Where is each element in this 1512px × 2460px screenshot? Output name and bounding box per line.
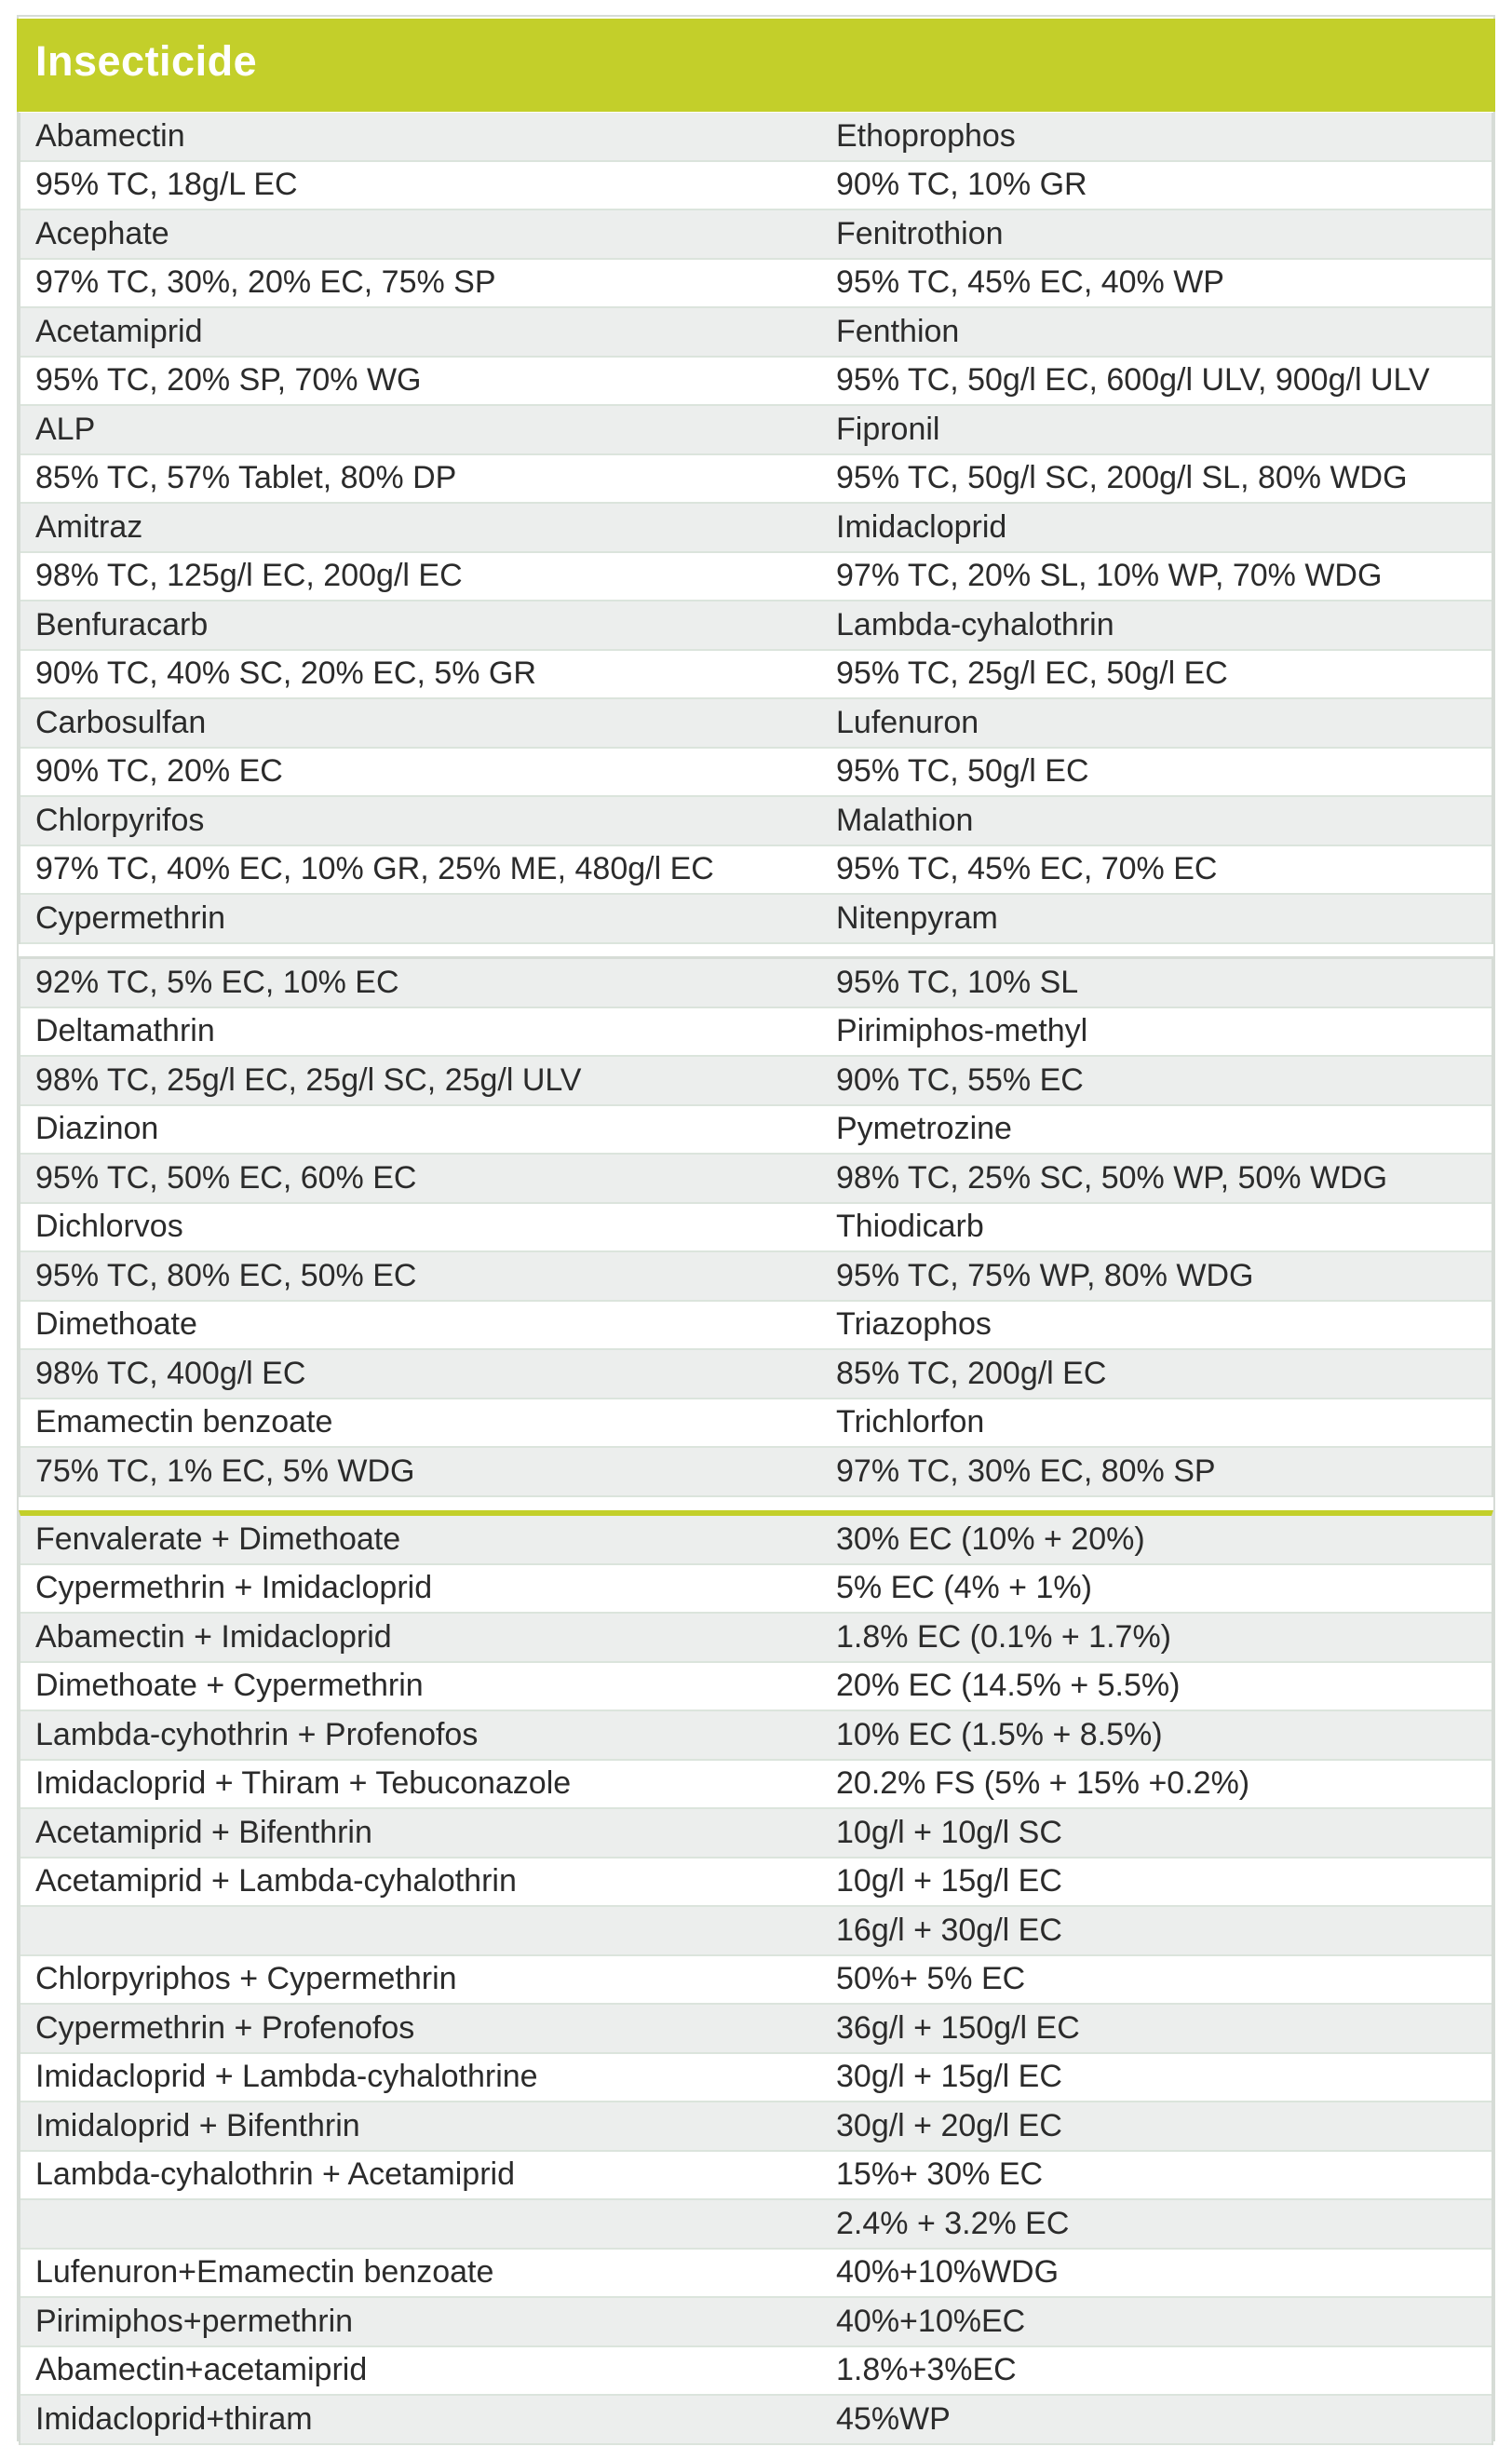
table-cell-left: 75% TC, 1% EC, 5% WDG	[35, 1453, 415, 1489]
table-cell-left: Acetamiprid + Bifenthrin	[35, 1814, 372, 1850]
table-cell-left: Imidacloprid+thiram	[35, 2400, 313, 2437]
table-cell-left: ALP	[35, 411, 96, 447]
table-row	[20, 1204, 1492, 1253]
table-cell-left: Cypermethrin	[35, 899, 226, 936]
table-row	[20, 1399, 1492, 1449]
table-cell-left: Lufenuron+Emamectin benzoate	[35, 2254, 494, 2291]
table-row	[20, 504, 1492, 553]
table-cell-right: 50%+ 5% EC	[836, 1961, 1026, 1997]
table-row	[20, 1565, 1492, 1615]
table-row	[20, 1663, 1492, 1712]
table-cell-left: 90% TC, 40% SC, 20% EC, 5% GR	[35, 656, 536, 692]
table-cell-right: Fenthion	[836, 313, 960, 349]
table-cell-left: 95% TC, 80% EC, 50% EC	[35, 1257, 417, 1293]
page-title: Insecticide	[35, 37, 258, 85]
table-row	[20, 601, 1492, 651]
table-row	[20, 1761, 1492, 1810]
table-row	[20, 113, 1492, 162]
table-row	[20, 162, 1492, 211]
table-row	[20, 699, 1492, 749]
table-row	[20, 651, 1492, 700]
table-cell-left: 90% TC, 20% EC	[35, 753, 283, 790]
table-cell-right: 30g/l + 20g/l EC	[836, 2107, 1062, 2143]
table-cell-right: 40%+10%EC	[836, 2303, 1026, 2339]
table-cell-right: Ethoprophos	[836, 117, 1016, 154]
table-row	[20, 1956, 1492, 2006]
table-cell-right: 36g/l + 150g/l EC	[836, 2009, 1080, 2046]
table-row	[20, 2005, 1492, 2054]
table-cell-right: 16g/l + 30g/l EC	[836, 1912, 1062, 1948]
table-cell-right: Pymetrozine	[836, 1111, 1012, 1147]
table-cell-right: 20% EC (14.5% + 5.5%)	[836, 1668, 1181, 1704]
table-row	[20, 1907, 1492, 1956]
table-row	[20, 2200, 1492, 2250]
table-cell-left: Abamectin+acetamiprid	[35, 2352, 368, 2388]
table-cell-left: Lambda-cyhothrin + Profenofos	[35, 1716, 479, 1752]
table-cell-left: Emamectin benzoate	[35, 1404, 333, 1440]
table-cell-left: Chlorpyrifos	[35, 802, 205, 838]
table-cell-right: Fenitrothion	[836, 215, 1004, 251]
table-cell-right: 10g/l + 10g/l SC	[836, 1814, 1062, 1850]
table-row	[20, 1516, 1492, 1565]
table-row	[20, 2054, 1492, 2103]
table-cell-right: 2.4% + 3.2% EC	[836, 2205, 1070, 2241]
table-cell-right: 97% TC, 20% SL, 10% WP, 70% WDG	[836, 558, 1383, 594]
table-cell-left: 98% TC, 125g/l EC, 200g/l EC	[35, 558, 463, 594]
table-cell-left: Deltamathrin	[35, 1013, 215, 1049]
table-cell-left: Diazinon	[35, 1111, 159, 1147]
table-cell-left: Acephate	[35, 215, 169, 251]
table-row	[20, 2250, 1492, 2299]
table-row	[20, 1057, 1492, 1106]
table-row	[20, 553, 1492, 602]
table-row	[20, 2347, 1492, 2397]
table-cell-right: 45%WP	[836, 2400, 951, 2437]
table-cell-left: Carbosulfan	[35, 704, 207, 740]
table-cell-left: Benfuracarb	[35, 606, 209, 642]
table-row	[20, 1106, 1492, 1156]
table-cell-right: 20.2% FS (5% + 15% +0.2%)	[836, 1765, 1250, 1802]
table-row	[20, 1809, 1492, 1859]
table-cell-right: 95% TC, 50g/l EC, 600g/l ULV, 900g/l ULV	[836, 362, 1430, 399]
table-cell-left: 98% TC, 400g/l EC	[35, 1355, 306, 1391]
table-cell-left: 97% TC, 40% EC, 10% GR, 25% ME, 480g/l EC	[35, 851, 714, 887]
table-cell-right: 1.8%+3%EC	[836, 2352, 1017, 2388]
table-row	[20, 1711, 1492, 1761]
table-cell-left: 95% TC, 50% EC, 60% EC	[35, 1159, 417, 1196]
table-row	[20, 1448, 1492, 1497]
table-cell-left: 85% TC, 57% Tablet, 80% DP	[35, 460, 457, 496]
table-row	[20, 455, 1492, 505]
table-row	[20, 846, 1492, 896]
table-cell-right: Thiodicarb	[836, 1209, 984, 1245]
table-cell-left: Acetamiprid + Lambda-cyhalothrin	[35, 1863, 517, 1899]
table-cell-right: Malathion	[836, 802, 974, 838]
table-cell-left: Imidacloprid + Thiram + Tebuconazole	[35, 1765, 572, 1802]
table-cell-right: 95% TC, 25g/l EC, 50g/l EC	[836, 656, 1228, 692]
table-cell-right: 5% EC (4% + 1%)	[836, 1570, 1092, 1606]
table-cell-left: Dichlorvos	[35, 1209, 183, 1245]
table-row	[20, 260, 1492, 309]
table-row	[20, 749, 1492, 798]
table-cell-left: Acetamiprid	[35, 313, 203, 349]
table-cell-left: Chlorpyriphos + Cypermethrin	[35, 1961, 457, 1997]
table-row	[20, 895, 1492, 944]
table-cell-left: Abamectin	[35, 117, 185, 154]
table-cell-right: Triazophos	[836, 1306, 992, 1343]
table-cell-right: Lufenuron	[836, 704, 979, 740]
table-cell-left: 92% TC, 5% EC, 10% EC	[35, 964, 399, 1000]
table-cell-left: Imidaloprid + Bifenthrin	[35, 2107, 360, 2143]
table-row	[20, 358, 1492, 407]
table-cell-left: Cypermethrin + Profenofos	[35, 2009, 415, 2046]
table-row	[20, 1350, 1492, 1399]
section-mixture-products	[19, 1510, 1493, 2445]
table-cell-right: 95% TC, 45% EC, 40% WP	[836, 264, 1224, 301]
table-cell-right: 30% EC (10% + 20%)	[836, 1521, 1145, 1557]
table-row	[20, 1252, 1492, 1302]
table-row	[20, 2298, 1492, 2347]
table-cell-right: 40%+10%WDG	[836, 2254, 1060, 2291]
table-cell-right: 10% EC (1.5% + 8.5%)	[836, 1716, 1163, 1752]
table-cell-right: 90% TC, 10% GR	[836, 167, 1087, 203]
table-row	[20, 210, 1492, 260]
table-cell-right: Trichlorfon	[836, 1404, 985, 1440]
table-cell-right: 85% TC, 200g/l EC	[836, 1355, 1107, 1391]
table-cell-right: 95% TC, 50g/l EC	[836, 753, 1089, 790]
table-header	[17, 19, 1495, 112]
table-cell-right: 98% TC, 25% SC, 50% WP, 50% WDG	[836, 1159, 1388, 1196]
table-row	[20, 797, 1492, 846]
table-row	[20, 308, 1492, 358]
table-cell-left: Abamectin + Imidacloprid	[35, 1618, 392, 1655]
table-cell-right: 90% TC, 55% EC	[836, 1061, 1084, 1098]
table-cell-left: Cypermethrin + Imidacloprid	[35, 1570, 433, 1606]
table-cell-right: Fipronil	[836, 411, 940, 447]
table-row	[20, 1155, 1492, 1204]
table-cell-right: 95% TC, 45% EC, 70% EC	[836, 851, 1218, 887]
table-cell-right: 95% TC, 50g/l SC, 200g/l SL, 80% WDG	[836, 460, 1408, 496]
table-cell-right: 1.8% EC (0.1% + 1.7%)	[836, 1618, 1172, 1655]
table-row	[20, 1859, 1492, 1908]
table-cell-left: Pirimiphos+permethrin	[35, 2303, 354, 2339]
table-cell-left: Lambda-cyhalothrin + Acetamiprid	[35, 2156, 515, 2193]
table-cell-right: Imidacloprid	[836, 508, 1007, 545]
table-cell-right: Lambda-cyhalothrin	[836, 606, 1114, 642]
table-cell-left: 98% TC, 25g/l EC, 25g/l SC, 25g/l ULV	[35, 1061, 582, 1098]
section-single-products-2	[19, 956, 1493, 1497]
table-cell-right: 95% TC, 75% WP, 80% WDG	[836, 1257, 1254, 1293]
table-row	[20, 1008, 1492, 1058]
table-row	[20, 1302, 1492, 1351]
table-cell-right: Pirimiphos-methyl	[836, 1013, 1088, 1049]
table-cell-left: Imidacloprid + Lambda-cyhalothrine	[35, 2059, 538, 2095]
table-cell-right: 10g/l + 15g/l EC	[836, 1863, 1062, 1899]
table-row	[20, 2152, 1492, 2201]
table-row	[20, 406, 1492, 455]
table-cell-left: Amitraz	[35, 508, 143, 545]
table-cell-left: 95% TC, 18g/L EC	[35, 167, 298, 203]
table-cell-right: 30g/l + 15g/l EC	[836, 2059, 1062, 2095]
table-cell-left: 97% TC, 30%, 20% EC, 75% SP	[35, 264, 496, 301]
table-row	[20, 1614, 1492, 1663]
table-cell-right: Nitenpyram	[836, 899, 998, 936]
table-row	[20, 2102, 1492, 2152]
table-cell-right: 97% TC, 30% EC, 80% SP	[836, 1453, 1216, 1489]
table-row	[20, 2396, 1492, 2445]
table-cell-right: 95% TC, 10% SL	[836, 964, 1079, 1000]
section-single-products-1	[19, 113, 1493, 944]
table-cell-right: 15%+ 30% EC	[836, 2156, 1044, 2193]
table-cell-left: 95% TC, 20% SP, 70% WG	[35, 362, 422, 399]
table-row	[20, 959, 1492, 1008]
table-cell-left: Dimethoate	[35, 1306, 197, 1343]
table-cell-left: Dimethoate + Cypermethrin	[35, 1668, 424, 1704]
table-cell-left: Fenvalerate + Dimethoate	[35, 1521, 401, 1557]
